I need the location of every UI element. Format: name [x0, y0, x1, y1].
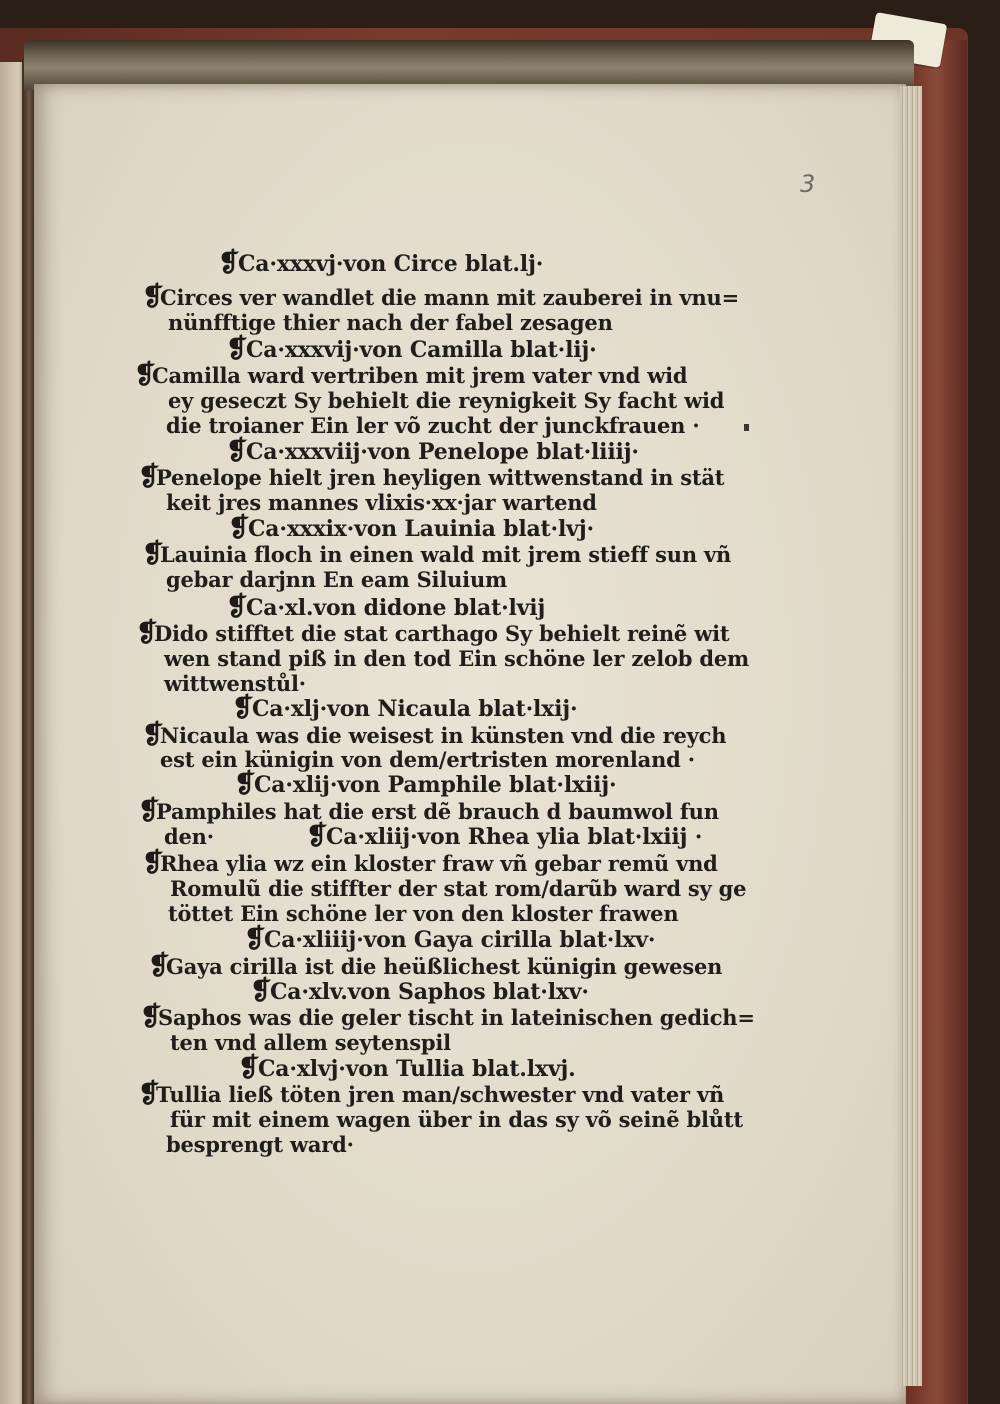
line-text: Ca·xliiij·von Gaya cirilla blat·lxv·	[264, 927, 656, 953]
paragraph-mark: ❡	[226, 436, 248, 466]
line-text: Ca·xlij·von Pamphile blat·lxiij·	[254, 772, 617, 798]
paragraph-mark: ❡	[142, 539, 164, 569]
text-line	[136, 618, 730, 648]
line-text: ten vnd allem seytenspil	[170, 1030, 451, 1055]
text-line	[142, 848, 718, 878]
chapter-heading-line	[226, 334, 597, 364]
line-text: Camilla ward vertriben mit jrem vater vnd wid	[152, 363, 688, 388]
line-text: den·	[164, 824, 214, 849]
chapter-heading-line	[226, 436, 639, 466]
paragraph-mark: ❡	[250, 976, 272, 1006]
line-text: töttet Ein schöne ler von den kloster frawen	[168, 901, 679, 926]
paragraph-mark: ❡	[138, 462, 160, 492]
text-line	[166, 1133, 354, 1157]
line-text: Penelope hielt jren heyligen wittwenstand in stät	[156, 465, 725, 490]
text-line	[166, 491, 597, 515]
paragraph-mark: ❡	[238, 1053, 260, 1083]
paragraph-mark: ❡	[226, 334, 248, 364]
paragraph-mark: ❡	[228, 513, 250, 543]
chapter-heading-line	[244, 924, 656, 954]
line-text: Ca·xliij·von Rhea ylia blat·lxiij ·	[326, 824, 703, 850]
text-line	[138, 462, 725, 492]
chapter-heading-line	[234, 769, 617, 799]
paragraph-mark: ❡	[142, 848, 164, 878]
paragraph-mark: ❡	[138, 1079, 160, 1109]
text-line	[138, 1079, 725, 1109]
line-text: Rhea ylia wz ein kloster fraw vñ gebar remũ vnd	[160, 851, 718, 876]
line-text: est ein künigin von dem/ertristen morenland ·	[160, 747, 695, 772]
text-line	[134, 360, 688, 390]
paragraph-mark: ❡	[142, 720, 164, 750]
line-text: die troianer Ein ler võ zucht der junckfrauen ·	[166, 413, 700, 438]
line-text: wittwenstůl·	[164, 671, 306, 696]
line-text: besprengt ward·	[166, 1132, 354, 1157]
paragraph-mark: ❡	[134, 360, 156, 390]
line-text: nünfftige thier nach der fabel zesagen	[168, 310, 613, 335]
line-text: Dido stifftet die stat carthago Sy behielt reinẽ wit	[154, 621, 730, 646]
line-text: Ca·xxxvj·von Circe blat.lj·	[238, 251, 544, 277]
line-text: Gaya cirilla ist die heüßlichest künigin gewesen	[166, 954, 723, 979]
line-text: Saphos was die geler tischt in lateinischen gedich=	[158, 1005, 755, 1030]
paragraph-mark: ❡	[148, 951, 170, 981]
chapter-heading-line	[218, 248, 544, 278]
paragraph-mark: ❡	[140, 1002, 162, 1032]
text-line	[170, 1031, 451, 1055]
line-text: Ca·xlj·von Nicaula blat·lxij·	[252, 696, 578, 722]
text-line	[142, 539, 732, 569]
paragraph-mark: ❡	[244, 924, 266, 954]
chapter-heading-line	[306, 821, 703, 851]
paragraph-mark: ❡	[138, 796, 160, 826]
chapter-heading-line	[238, 1053, 576, 1083]
line-text: für mit einem wagen über in das sy võ seinẽ blůtt	[170, 1107, 743, 1132]
paragraph-mark: ❡	[142, 282, 164, 312]
text-line	[142, 282, 740, 312]
paragraph-mark: ❡	[232, 693, 254, 723]
text-line	[170, 1108, 743, 1132]
text-line	[170, 877, 746, 901]
paragraph-mark: ❡	[218, 248, 240, 278]
text-line	[140, 1002, 755, 1032]
chapter-heading-line	[226, 592, 546, 622]
line-text: Lauinia floch in einen wald mit jrem stieff sun vñ	[160, 542, 732, 567]
line-text: Romulũ die stiffter der stat rom/darũb ward sy ge	[170, 876, 747, 901]
text-line	[168, 902, 678, 926]
line-text: wen stand piß in den tod Ein schöne ler zelob dem	[164, 646, 750, 671]
line-text: Circes ver wandlet die mann mit zauberei in vnu=	[160, 285, 740, 310]
line-text: Ca·xlvj·von Tullia blat.lxvj.	[258, 1056, 576, 1082]
paragraph-mark: ❡	[234, 769, 256, 799]
text-line	[164, 647, 749, 671]
paragraph-mark: ❡	[226, 592, 248, 622]
line-text: Ca·xxxix·von Lauinia blat·lvj·	[248, 516, 594, 542]
line-text: Ca·xxxviij·von Penelope blat·liiij·	[246, 439, 639, 465]
line-text: Pamphiles hat die erst dẽ brauch d baumwol fun	[156, 799, 719, 824]
chapter-heading-line	[250, 976, 589, 1006]
line-text: Ca·xl.von didone blat·lvij	[246, 595, 546, 621]
paragraph-mark: ❡	[306, 821, 328, 851]
line-text: ey geseczt Sy behielt die reynigkeit Sy facht wid	[168, 388, 725, 413]
paragraph-mark: ❡	[136, 618, 158, 648]
text-line	[142, 720, 727, 750]
foliation-number: 3	[800, 170, 816, 198]
line-text: Ca·xxxvij·von Camilla blat·lij·	[246, 337, 597, 363]
line-text: Ca·xlv.von Saphos blat·lxv·	[270, 979, 589, 1005]
line-text: gebar darjnn En eam Siluium	[166, 567, 508, 592]
line-text: keit jres mannes vlixis·xx·jar wartend	[166, 490, 597, 515]
line-text: Nicaula was die weisest in künsten vnd die reych	[160, 723, 727, 748]
text-line	[164, 825, 214, 849]
line-text: Tullia ließ töten jren man/schwester vnd vater vñ	[156, 1082, 725, 1107]
text-line	[138, 796, 719, 826]
text-line	[168, 311, 613, 335]
text-line	[168, 389, 724, 413]
chapter-heading-line	[232, 693, 578, 723]
text-line	[166, 414, 699, 438]
text-line	[166, 568, 507, 592]
chapter-heading-line	[228, 513, 594, 543]
